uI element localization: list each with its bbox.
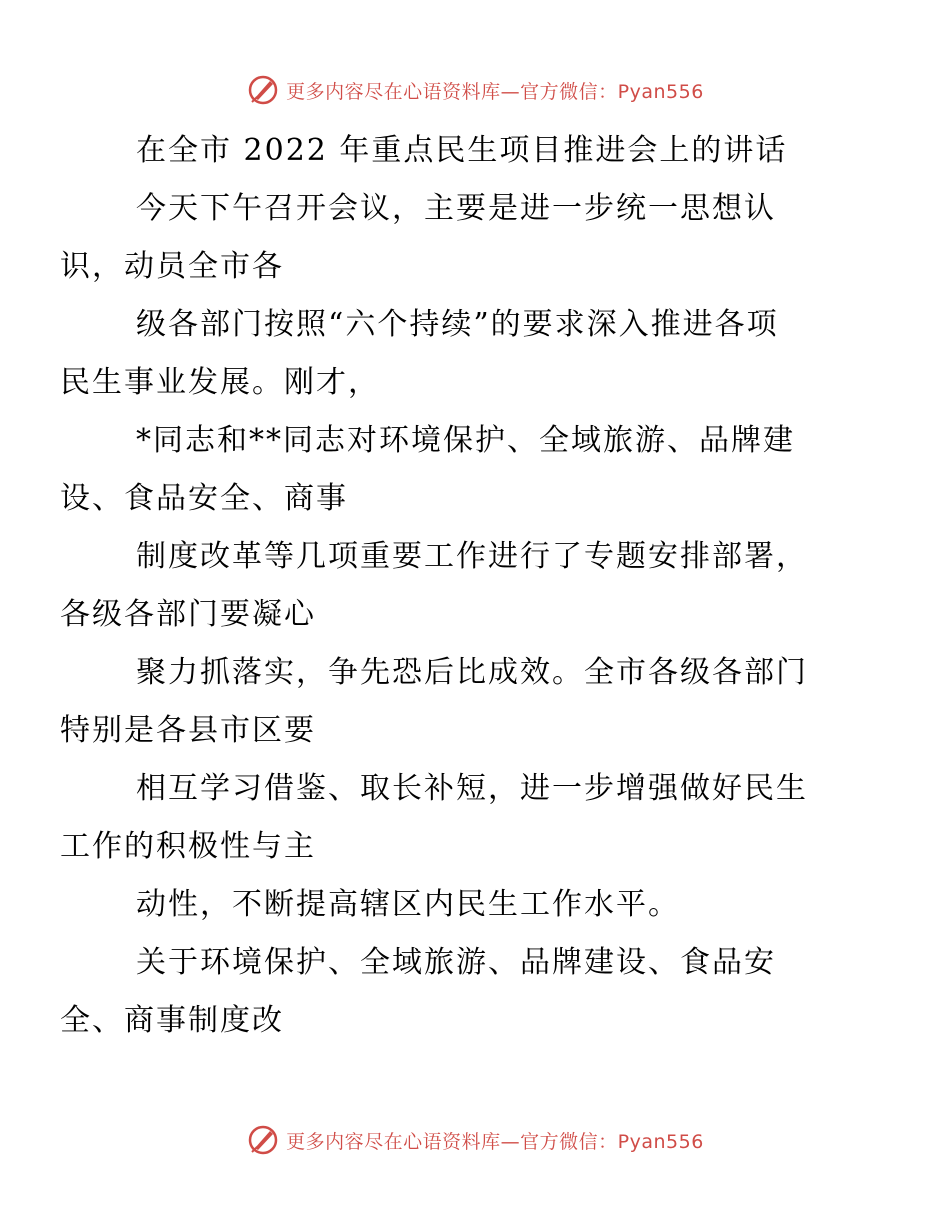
paragraph-line: 制度改革等几项重要工作进行了专题安排部署， bbox=[136, 539, 808, 574]
paragraph-line: 关于环境保护、全域旅游、品牌建设、食品安 bbox=[136, 945, 776, 980]
paragraph-4 bbox=[60, 528, 858, 644]
paragraph-line: 级各部门按照“六个持续”的要求深入推进各项 bbox=[136, 307, 779, 342]
paragraph-line: 全、商事制度改 bbox=[60, 1003, 284, 1038]
paragraph-line: 各级各部门要凝心 bbox=[60, 597, 316, 632]
document-body bbox=[60, 122, 858, 1050]
paragraph-line: 设、食品安全、商事 bbox=[60, 481, 348, 516]
document-title: 在全市 2022 年重点民生项目推进会上的讲话 bbox=[136, 133, 788, 168]
header-watermark bbox=[0, 70, 950, 110]
paragraph-8 bbox=[60, 934, 858, 1050]
paragraph-line: 民生事业发展。刚才， bbox=[60, 365, 380, 400]
paragraph-7 bbox=[98, 876, 858, 934]
paragraph-2 bbox=[60, 296, 858, 412]
watermark-text: 更多内容尽在心语资料库—官方微信：Pyan556 bbox=[286, 1130, 704, 1153]
paragraph-5 bbox=[60, 644, 858, 760]
paragraph-line: 今天下午召开会议，主要是进一步统一思想认 bbox=[136, 191, 776, 226]
paragraph-line: 动性，不断提高辖区内民生工作水平。 bbox=[136, 887, 680, 922]
paragraph-line: 特别是各县市区要 bbox=[60, 713, 316, 748]
footer-watermark bbox=[0, 1120, 950, 1160]
paragraph-3 bbox=[60, 412, 858, 528]
quill-logo-icon bbox=[246, 1123, 280, 1157]
paragraph-line: *同志和**同志对环境保护、全域旅游、品牌建 bbox=[136, 423, 795, 458]
paragraph-line: 识，动员全市各 bbox=[60, 249, 284, 284]
paragraph-1 bbox=[60, 180, 858, 296]
paragraph-6 bbox=[60, 760, 858, 876]
paragraph-line: 工作的积极性与主 bbox=[60, 829, 316, 864]
paragraph-line: 聚力抓落实，争先恐后比成效。全市各级各部门 bbox=[136, 655, 808, 690]
quill-logo-icon bbox=[246, 73, 280, 107]
watermark-text: 更多内容尽在心语资料库—官方微信：Pyan556 bbox=[286, 80, 704, 103]
paragraph-line: 相互学习借鉴、取长补短，进一步增强做好民生 bbox=[136, 771, 808, 806]
